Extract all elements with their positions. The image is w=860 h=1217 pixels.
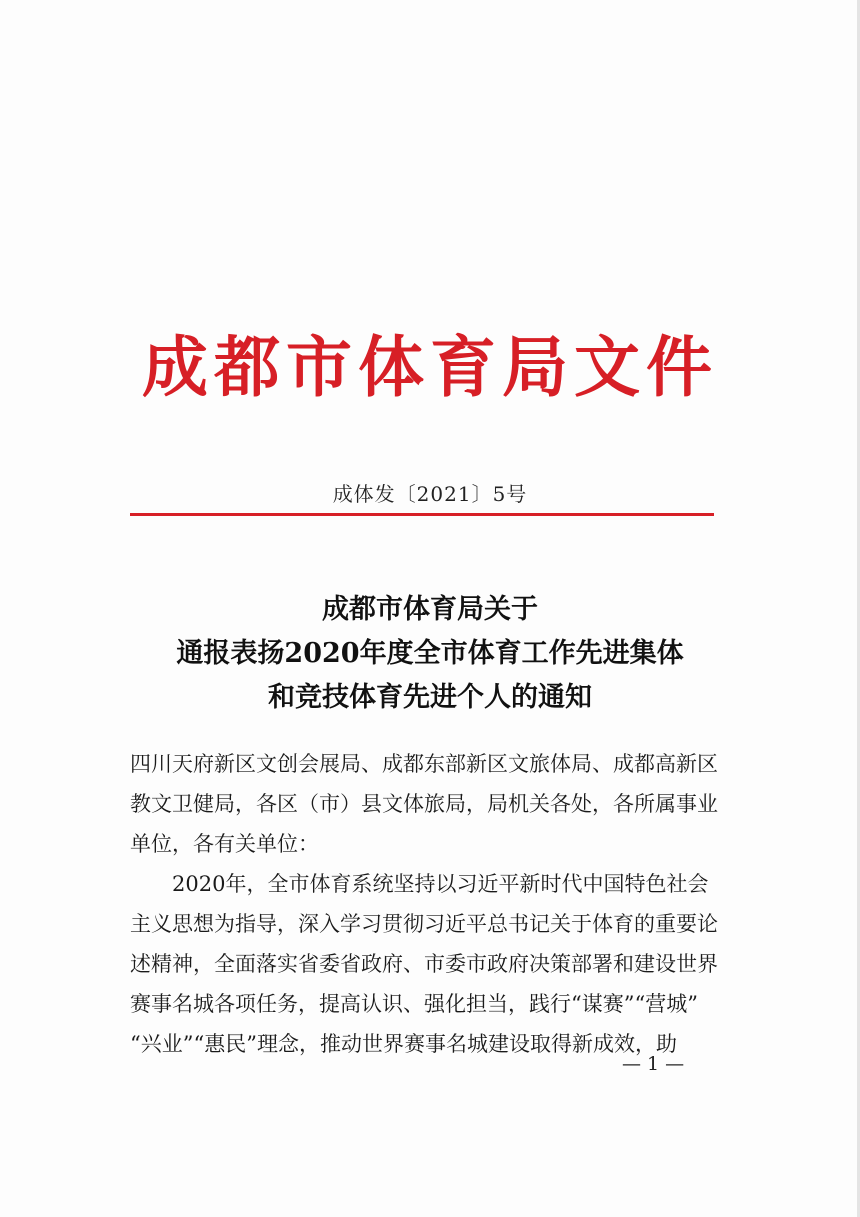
paragraph-line: “兴业”“惠民”理念，推动世界赛事名城建设取得新成效，助 bbox=[130, 1032, 677, 1056]
red-divider-rule bbox=[130, 513, 714, 516]
paragraph-line: 2020年，全市体育系统坚持以习近平新时代中国特色社会 bbox=[172, 872, 709, 896]
recipients-line: 教文卫健局，各区（市）县文体旅局，局机关各处，各所属事业 bbox=[130, 792, 718, 816]
paragraph-line: 主义思想为指导，深入学习贯彻习近平总书记关于体育的重要论 bbox=[130, 912, 718, 936]
notice-title-line: 成都市体育局关于 bbox=[322, 594, 538, 625]
recipients-line: 单位，各有关单位： bbox=[130, 832, 319, 856]
document-header-title: 成都市体育局文件 bbox=[142, 328, 718, 406]
document-body bbox=[130, 744, 720, 1064]
recipients-line: 四川天府新区文创会展局、成都东部新区文旅体局、成都高新区 bbox=[130, 752, 718, 776]
paragraph-line: 述精神，全面落实省委省政府、市委市政府决策部署和建设世界 bbox=[130, 952, 718, 976]
page-number: — 1 — bbox=[622, 1053, 685, 1075]
notice-title-line: 通报表扬2020年度全市体育工作先进集体 bbox=[176, 638, 684, 669]
notice-title-line: 和竞技体育先进个人的通知 bbox=[268, 682, 592, 713]
document-number: 成体发〔2021〕5号 bbox=[332, 482, 528, 506]
paragraph-line: 赛事名城各项任务，提高认识、强化担当，践行“谋赛”“营城” bbox=[130, 992, 698, 1016]
notice-title bbox=[0, 588, 860, 720]
